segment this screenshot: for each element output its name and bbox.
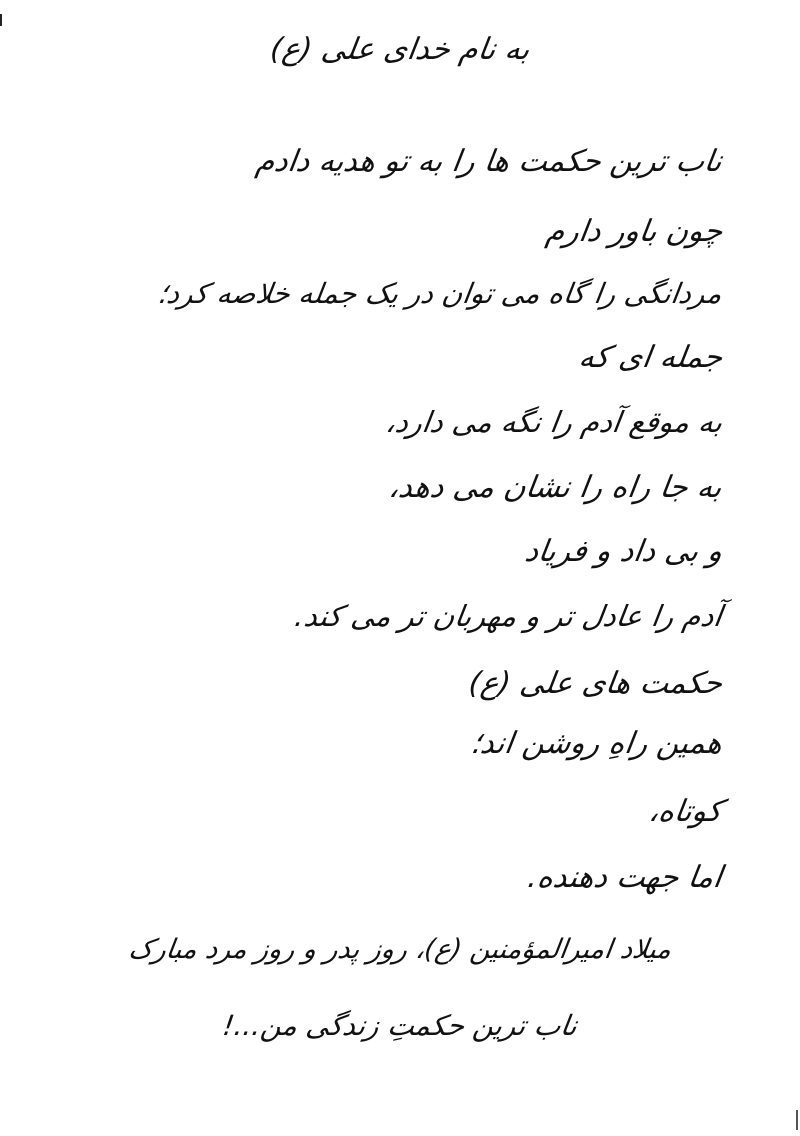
poem-line-8: آدم را عادل تر و مهربان تر می کند. bbox=[292, 599, 725, 633]
poem-line-7: و بی داد و فریاد bbox=[522, 534, 725, 569]
poem-line-4: جمله ای که bbox=[576, 340, 725, 375]
poem-line-2: چون باور دارم bbox=[543, 214, 725, 249]
page-title: به نام خدای علی (ع) bbox=[268, 32, 532, 67]
scan-edge-mark bbox=[796, 1110, 798, 1130]
poem-line-11: کوتاه، bbox=[646, 794, 725, 829]
poem-line-3: مردانگی را گاه می توان در یک جمله خلاصه کرد؛ bbox=[156, 277, 725, 310]
poem-line-12: اما جهت دهنده. bbox=[525, 860, 725, 895]
poem-line-6: به جا راه را نشان می دهد، bbox=[386, 470, 725, 505]
footer-greeting: میلاد امیرالمؤمنین (ع)، روز پدر و روز مرد مبارک bbox=[126, 934, 674, 965]
poem-line-10: همین راهِ روشن اند؛ bbox=[468, 726, 725, 761]
scan-edge-mark bbox=[0, 14, 2, 26]
footer-closing: ناب ترین حکمتِ زندگی من...! bbox=[220, 1009, 580, 1042]
poem-line-5: به موقع آدم را نگه می دارد، bbox=[383, 405, 725, 439]
poem-line-9: حکمت های علی (ع) bbox=[466, 666, 725, 701]
poem-line-1: ناب ترین حکمت ها را به تو هدیه دادم bbox=[253, 144, 725, 179]
